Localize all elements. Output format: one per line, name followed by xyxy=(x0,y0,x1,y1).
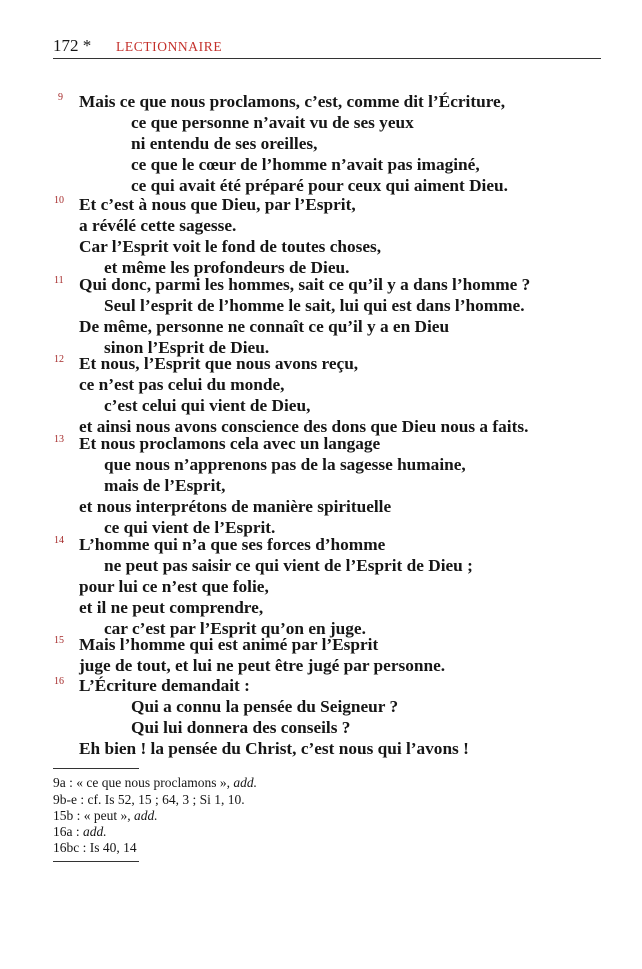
text-line: De même, personne ne connaît ce qu’il y a en Dieu xyxy=(79,317,450,336)
verse-number: 11 xyxy=(54,275,64,286)
text-line: et nous interprétons de manière spirituelle xyxy=(79,497,392,516)
text-line: L’Écriture demandait : xyxy=(79,676,250,695)
verse-number: 10 xyxy=(54,195,64,206)
page-header xyxy=(53,36,601,59)
text-line: mais de l’Esprit, xyxy=(104,476,226,495)
text-line: a révélé cette sagesse. xyxy=(79,216,237,235)
text-line: ce que personne n’avait vu de ses yeux xyxy=(131,113,414,132)
text-line: Car l’Esprit voit le fond de toutes choses, xyxy=(79,237,382,256)
footnote-ref: 9b-e : cf. Is 52, 15 ; 64, 3 ; Si 1, 10. xyxy=(53,792,245,807)
text-line: ce n’est pas celui du monde, xyxy=(79,375,285,394)
text-line: Mais l’homme qui est animé par l’Esprit xyxy=(79,635,379,654)
footnote xyxy=(53,792,245,807)
text-line: Et nous, l’Esprit que nous avons reçu, xyxy=(79,354,359,373)
text-line: c’est celui qui vient de Dieu, xyxy=(104,396,311,415)
footnote xyxy=(53,775,257,790)
footnote-ref: 16bc : Is 40, 14 xyxy=(53,840,137,855)
text-line: Eh bien ! la pensée du Christ, c’est nous qui l’avons ! xyxy=(79,739,469,758)
text-line: pour lui ce n’est que folie, xyxy=(79,577,269,596)
text-line: ce qui avait été préparé pour ceux qui aiment Dieu. xyxy=(131,176,508,195)
text-line: Qui a connu la pensée du Seigneur ? xyxy=(131,697,399,716)
text-line: et ainsi nous avons conscience des dons que Dieu nous a faits. xyxy=(79,417,529,436)
footnote-note: add. xyxy=(233,775,257,790)
text-line: Et nous proclamons cela avec un langage xyxy=(79,434,381,453)
text-line: Qui lui donnera des conseils ? xyxy=(131,718,351,737)
text-line: ce que le cœur de l’homme n’avait pas imaginé, xyxy=(131,155,480,174)
text-line: Et c’est à nous que Dieu, par l’Esprit, xyxy=(79,195,356,214)
verse-number: 16 xyxy=(54,676,64,687)
footnote-note: add. xyxy=(134,808,158,823)
text-line: Qui donc, parmi les hommes, sait ce qu’il y a dans l’homme ? xyxy=(79,275,531,294)
text-line: que nous n’apprenons pas de la sagesse humaine, xyxy=(104,455,466,474)
text-line: Seul l’esprit de l’homme le sait, lui qui est dans l’homme. xyxy=(104,296,525,315)
page-number: 172 * xyxy=(53,36,92,55)
footnote xyxy=(53,808,158,823)
verse-number: 9 xyxy=(58,92,63,103)
footnote-rule-top xyxy=(53,768,139,769)
text-line: L’homme qui n’a que ses forces d’homme xyxy=(79,535,386,554)
text-line: ni entendu de ses oreilles, xyxy=(131,134,318,153)
footnote-ref: 16a : xyxy=(53,824,83,839)
text-line: ce qui vient de l’Esprit. xyxy=(104,518,276,537)
text-line: juge de tout, et lui ne peut être jugé par personne. xyxy=(79,656,446,675)
verse-number: 12 xyxy=(54,354,64,365)
text-line: ne peut pas saisir ce qui vient de l’Esprit de Dieu ; xyxy=(104,556,473,575)
text-line: car c’est par l’Esprit qu’on en juge. xyxy=(104,619,366,638)
footnote xyxy=(53,824,107,839)
verse-number: 15 xyxy=(54,635,64,646)
section-title: LECTIONNAIRE xyxy=(116,39,223,54)
text-line: et il ne peut comprendre, xyxy=(79,598,264,617)
footnote-ref: 15b : « peut », xyxy=(53,808,134,823)
text-line: Mais ce que nous proclamons, c’est, comme dit l’Écriture, xyxy=(79,92,506,111)
footnote-note: add. xyxy=(83,824,107,839)
text-line: et même les profondeurs de Dieu. xyxy=(104,258,350,277)
footnote-rule-bottom xyxy=(53,861,139,862)
footnote-ref: 9a : « ce que nous proclamons », xyxy=(53,775,234,790)
verse-number: 14 xyxy=(54,535,64,546)
verse-number: 13 xyxy=(54,434,64,445)
text-line: sinon l’Esprit de Dieu. xyxy=(104,338,270,357)
footnote xyxy=(53,840,137,855)
